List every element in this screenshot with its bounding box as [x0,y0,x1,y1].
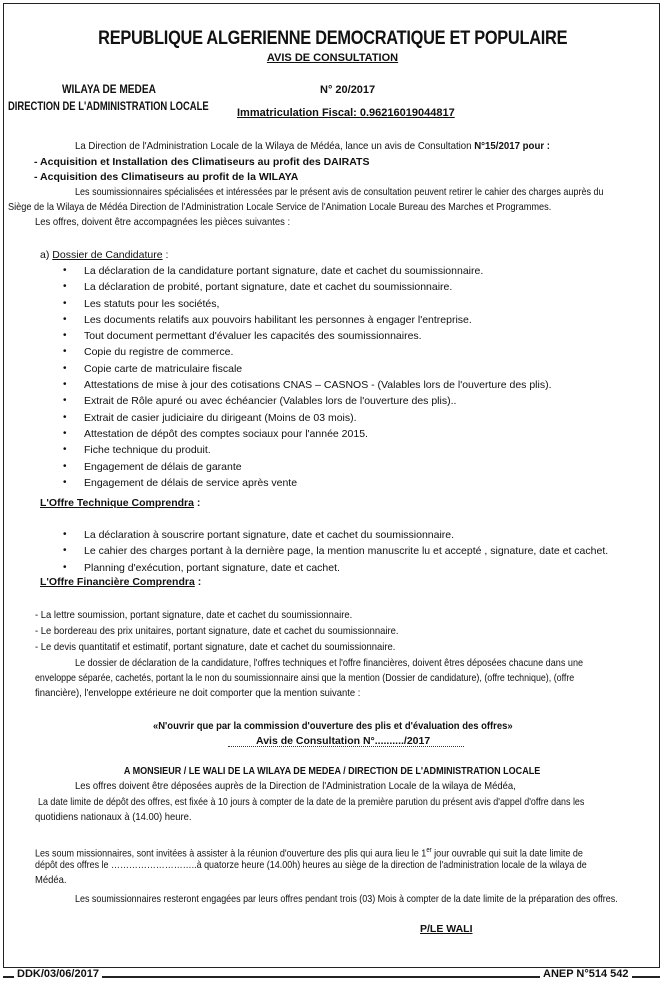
list-item: • Copie carte de matriculaire fiscale [60,361,552,377]
list-item: • La déclaration de la candidature portant signature, date et cachet du soumissionnaire. [60,263,552,279]
signature-line: P/LE WALI [420,923,473,935]
list-item: • La déclaration de probité, portant signature, date et cachet du soumissionnaire. [60,279,552,295]
list-item: • Engagement de délais de garante [60,459,552,475]
dossier-list [60,263,552,491]
direction-name: DIRECTION DE L'ADMINISTRATION LOCALE [8,101,209,113]
list-item: • Les statuts pour les sociétés, [60,296,552,312]
page-title: REPUBLIQUE ALGERIENNE DEMOCRATIQUE ET POPULAIRE [97,28,568,49]
envelope-mention: «N'ouvrir que par la commission d'ouverture des plis et d'évaluation des offres» [152,720,513,732]
fiscal-id: Immatriculation Fiscal: 0.96216019044817 [237,107,455,119]
envelope-reference: Avis de Consultation N°........../2017 [256,735,431,747]
financiere-item: - Le devis quantitatif et estimatif, portant signature, date et cachet du soumissionnaire. [35,641,396,653]
notice-type: AVIS DE CONSULTATION [266,52,399,64]
financiere-item: - Le bordereau des prix unitaires, portant signature, date et cachet du soumissionnaire. [35,625,399,637]
technique-list [60,527,608,576]
paragraph-line: financière), l'enveloppe extérieure ne doit comporter que la mention suivante : [35,687,361,699]
paragraph-line: dépôt des offres le ………………………..à quatorze heure (14.00h) heures au siège de la direction de l'administration locale de la wilaya de [35,859,587,871]
paragraph-line: Les soum missionnaires, sont invitées à assister à la réunion d'ouverture des plis qui aura lieu le 1er jour ouvrable qui suit la date limite de [35,847,583,860]
list-item: • Attestation de dépôt des comptes sociaux pour l'année 2015. [60,426,552,442]
dotted-separator [228,746,464,747]
section-heading-technique: L'Offre Technique Comprendra : [40,497,201,509]
financiere-item: - La lettre soumission, portant signature, date et cachet du soumissionnaire. [35,609,353,621]
list-item: • Tout document permettant d'évaluer les capacités des soumissionnaires. [60,328,552,344]
paragraph-line: enveloppe séparée, cachetés, portant la le non du soumissionnaire ainsi que la mention (Dossier de candidature), (offre technique), (offre [35,672,575,684]
list-item: • Le cahier des charges portant à la dernière page, la mention manuscrite lu et accepté , signature, date et cachet. [60,543,608,559]
list-item: • Attestations de mise à jour des cotisations CNAS – CASNOS - (Valables lors de l'ouverture des plis). [60,377,552,393]
notice-number: N° 20/2017 [320,84,376,96]
lot-item-1: - Acquisition et Installation des Climatiseurs au profit des DAIRATS [34,156,370,168]
paragraph-line: Les soumissionnaires spécialisées et intéressées par le présent avis de consultation peuvent retirer le cahier des charges auprès du [75,186,604,198]
paragraph-line: Le dossier de déclaration de la candidature, l'offres techniques et l'offre financières, doivent êtres déposées chacune dans une [75,657,584,669]
list-item: • Fiche technique du produit. [60,442,552,458]
paragraph-line: Les offres doivent être déposées auprès de la Direction de l'Administration Locale de la wilaya de Médéa, [75,780,516,792]
list-item: • La déclaration à souscrire portant signature, date et cachet du soumissionnaire. [60,527,608,543]
dash-bullet: - [34,171,41,183]
dash-bullet: - [34,156,41,168]
paragraph-line: Médéa. [35,874,67,886]
footer-right-ref: ANEP N°514 542 [540,968,632,980]
footer-left-ref: DDK/03/06/2017 [14,968,102,980]
paragraph-line: Siège de la Wilaya de Médéa Direction de l'Administration Locale Service de l'Animation Locale Bureau des Marches et Programmes. [8,201,552,213]
list-item: • Engagement de délais de service après vente [60,475,552,491]
section-heading-dossier: a) Dossier de Candidature : [40,249,169,261]
list-item: • Copie du registre de commerce. [60,344,552,360]
list-item: • Extrait de Rôle apuré ou avec échéancier (Valables lors de l'ouverture des plis).. [60,393,552,409]
lot-item-2: - Acquisition des Climatiseurs au profit de la WILAYA [34,171,299,183]
list-item: • Les documents relatifs aux pouvoirs habilitant les personnes à engager l'entreprise. [60,312,552,328]
paragraph-line: Les offres, doivent être accompagnées les pièces suivantes : [35,216,291,228]
paragraph-line: quotidiens nationaux à (14.00) heure. [35,811,192,823]
list-item: • Extrait de casier judiciaire du dirigeant (Moins de 03 mois). [60,410,552,426]
paragraph-line: Les soumissionnaires resteront engagées par leurs offres pendant trois (03) Mois à compter de la date limite de la préparation des offres. [75,893,618,905]
section-heading-financiere: L'Offre Financière Comprendra : [40,576,202,588]
list-item: • Planning d'exécution, portant signature, date et cachet. [60,560,608,576]
wilaya-name: WILAYA DE MEDEA [62,84,156,96]
intro-line: La Direction de l'Administration Locale de la Wilaya de Médéa, lance un avis de Consultation N°15/2017 pour : [75,140,551,152]
paragraph-line: La date limite de dépôt des offres, est fixée à 10 jours à compter de la date de la première parution du présent avis d'appel d'offre dans les [38,796,585,808]
address-heading: A MONSIEUR / LE WALI DE LA WILAYA DE MEDEA / DIRECTION DE L'ADMINISTRATION LOCALE [124,765,541,777]
